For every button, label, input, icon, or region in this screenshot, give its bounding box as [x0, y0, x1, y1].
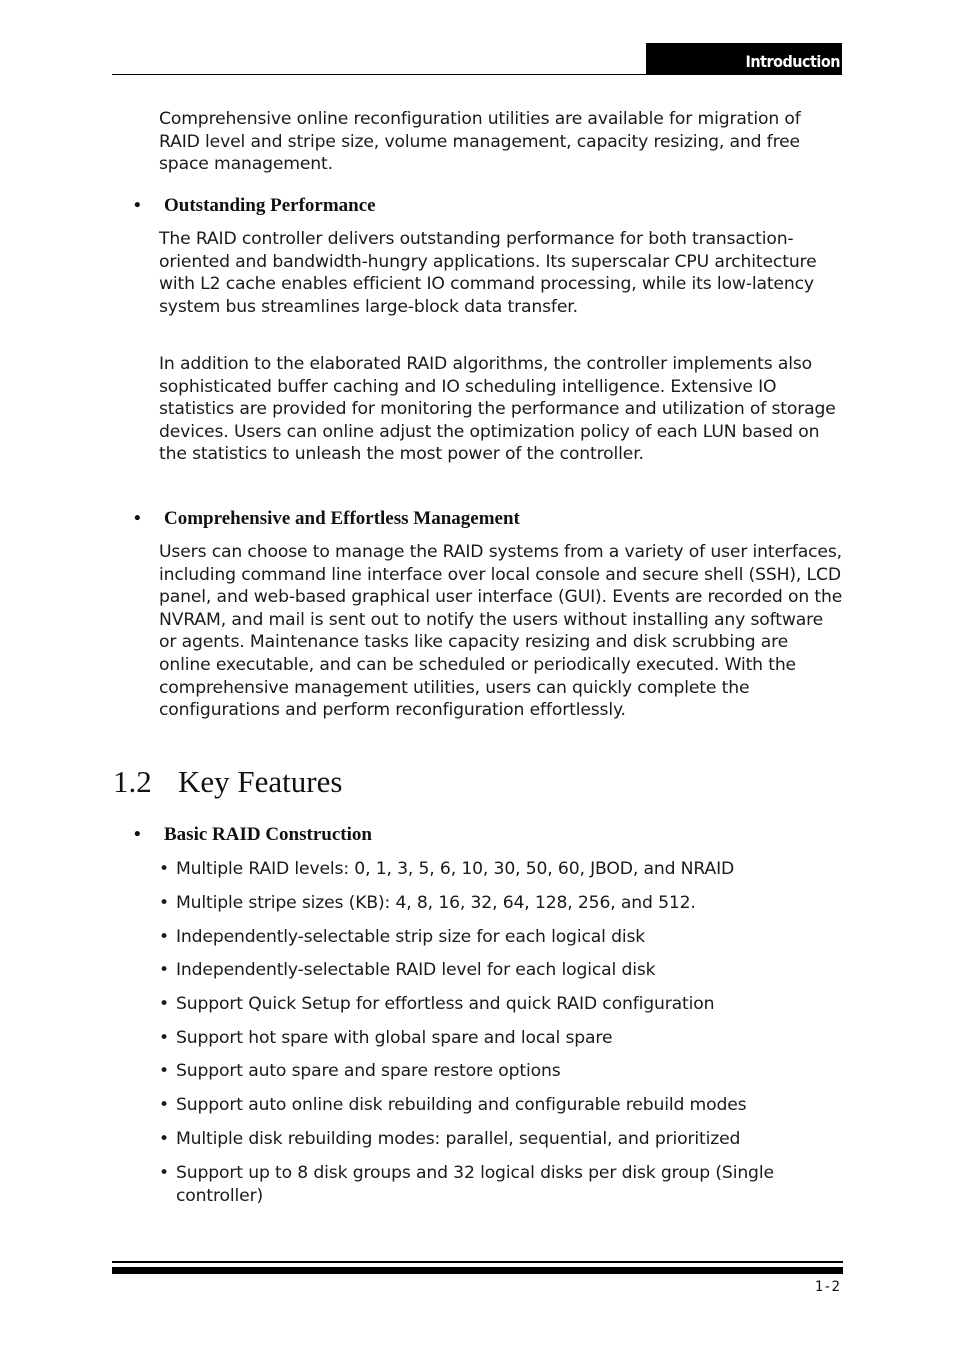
- section-number: 1.2: [113, 764, 152, 799]
- bullet-icon: •: [159, 1061, 169, 1081]
- feature-item: • Support hot spare with global spare and local spare: [159, 1028, 613, 1048]
- feature-item: • Multiple disk rebuilding modes: parallel, sequential, and prioritized: [159, 1129, 741, 1149]
- bullet-icon: •: [159, 927, 169, 947]
- bullet-icon: •: [159, 893, 169, 913]
- bullet-icon: •: [159, 859, 169, 879]
- bullet-icon: •: [159, 960, 169, 980]
- running-header-section-label: Introduction: [646, 43, 842, 75]
- footer-rule-thin: [112, 1261, 843, 1263]
- footer-rule-thick: [112, 1267, 843, 1274]
- feature-item: • Support auto online disk rebuilding and configurable rebuild modes: [159, 1095, 747, 1115]
- feature-item: • Multiple stripe sizes (KB): 4, 8, 16, 32, 64, 128, 256, and 512.: [159, 893, 696, 913]
- bullet-icon: •: [159, 1028, 169, 1048]
- feature-item: • Support up to 8 disk groups and 32 logical disks per disk group (Single controller): [159, 1163, 774, 1206]
- performance-paragraph-1: The RAID controller delivers outstanding performance for both transaction-oriented and bandwidth-hungry applications. Its superscalar CPU architecture with L2 cache enables efficient IO command processing, while its low-latency system bus streamlines large-block data transfer.: [159, 229, 817, 317]
- management-heading: Comprehensive and Effortless Management: [164, 508, 520, 529]
- section-title: Key Features: [178, 764, 343, 799]
- feature-item: • Support auto spare and spare restore options: [159, 1061, 561, 1081]
- management-paragraph: Users can choose to manage the RAID systems from a variety of user interfaces, including command line interface over local console and secure shell (SSH), LCD panel, and web-based graphical user interface (GUI). Events are recorded on the NVRAM, and mail is sent out to notify the users without installing any software or agents. Maintenance tasks like capacity resizing and disk scrubbing are online executable, and can be scheduled or periodically executed. With the comprehensive management utilities, users can quickly complete the configurations and perform reconfiguration effortlessly.: [159, 542, 843, 721]
- feature-item: • Support Quick Setup for effortless and quick RAID configuration: [159, 994, 715, 1014]
- intro-paragraph: Comprehensive online reconfiguration utilities are available for migration of RAID level and stripe size, volume management, capacity resizing, and free space management.: [159, 109, 801, 175]
- bullet-icon: •: [134, 508, 141, 529]
- basic-raid-heading: Basic RAID Construction: [164, 824, 372, 845]
- page-number: 1-2: [814, 1279, 840, 1295]
- section-heading: [113, 764, 342, 800]
- bullet-icon: •: [159, 1163, 169, 1183]
- bullet-heading-basic-raid: [134, 824, 372, 846]
- bullet-icon: •: [134, 824, 141, 845]
- performance-heading: Outstanding Performance: [164, 195, 376, 216]
- bullet-icon: •: [134, 195, 141, 216]
- feature-item: • Independently-selectable RAID level for each logical disk: [159, 960, 656, 980]
- feature-item: • Multiple RAID levels: 0, 1, 3, 5, 6, 10, 30, 50, 60, JBOD, and NRAID: [159, 859, 735, 879]
- bullet-heading-performance: [134, 195, 376, 217]
- bullet-icon: •: [159, 994, 169, 1014]
- bullet-icon: •: [159, 1095, 169, 1115]
- bullet-heading-management: [134, 508, 520, 530]
- bullet-icon: •: [159, 1129, 169, 1149]
- feature-item: • Independently-selectable strip size for each logical disk: [159, 927, 646, 947]
- performance-paragraph-2: In addition to the elaborated RAID algorithms, the controller implements also sophisticated buffer caching and IO scheduling intelligence. Extensive IO statistics are provided for monitoring the performance and utilization of storage devices. Users can online adjust the optimization policy of each LUN based on the statistics to unleash the most power of the controller.: [159, 354, 836, 465]
